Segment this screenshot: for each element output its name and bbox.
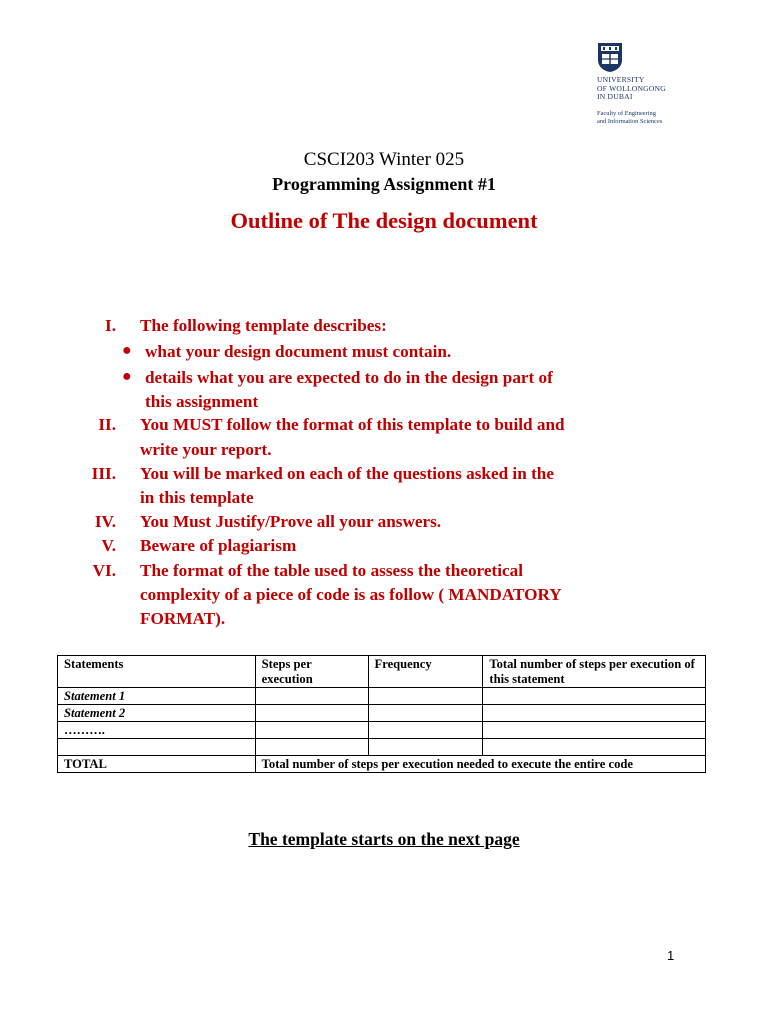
table-header-row [58, 656, 706, 688]
header-steps: Steps per execution [255, 656, 368, 688]
item-text-iii-b: in this template [140, 488, 254, 507]
table-total-row [58, 756, 706, 773]
item-number-vi: VI. [92, 561, 116, 580]
header-frequency: Frequency [368, 656, 483, 688]
table-cell [58, 739, 256, 756]
item-number-i: I. [105, 316, 116, 335]
table-cell [368, 688, 483, 705]
item-text-iii-a: You will be marked on each of the questions asked in the [140, 464, 554, 483]
table-cell [368, 705, 483, 722]
item-text-v: Beware of plagiarism [140, 536, 297, 555]
row-label: ………. [58, 722, 256, 739]
table-row [58, 705, 706, 722]
item-number-iv: IV. [94, 512, 116, 531]
bullet-text-1: what your design document must contain. [145, 342, 452, 361]
crest-icon [597, 42, 623, 73]
bullet-icon: ● [122, 342, 132, 359]
header-total: Total number of steps per execution of this statement [483, 656, 706, 688]
row-label: Statement 1 [58, 688, 256, 705]
table-row [58, 688, 706, 705]
item-text-vi-c: FORMAT). [140, 609, 226, 628]
table-cell [255, 722, 368, 739]
item-text-vi-b: complexity of a piece of code is as follow ( MANDATORY [140, 585, 562, 604]
table-cell [483, 739, 706, 756]
item-number-v: V. [101, 536, 116, 555]
table-cell [483, 722, 706, 739]
item-number-iii: III. [91, 464, 116, 483]
logo-line-2: OF WOLLONGONG [597, 83, 666, 93]
faculty-line-1: Faculty of Engineering [597, 109, 656, 117]
row-label: Statement 2 [58, 705, 256, 722]
bullet-icon: ● [122, 368, 132, 385]
item-text-vi-a: The format of the table used to assess the theoretical [140, 561, 524, 580]
item-number-ii: II. [98, 415, 116, 434]
table-cell [483, 688, 706, 705]
table-cell [368, 739, 483, 756]
header-statements: Statements [58, 656, 256, 688]
total-description: Total number of steps per execution needed to execute the entire code [255, 756, 705, 773]
next-page-note: The template starts on the next page [248, 829, 520, 849]
total-label: TOTAL [58, 756, 256, 773]
item-text-i: The following template describes: [140, 316, 387, 335]
logo-line-1: UNIVERSITY [597, 75, 645, 84]
document-title: Outline of The design document [230, 208, 538, 233]
item-text-ii-a: You MUST follow the format of this template to build and [140, 415, 565, 434]
university-logo [597, 42, 707, 126]
table-cell [368, 722, 483, 739]
complexity-table [57, 655, 706, 773]
table-row [58, 739, 706, 756]
item-text-iv: You Must Justify/Prove all your answers. [140, 512, 442, 531]
bullet-text-2a: details what you are expected to do in the design part of [145, 368, 553, 387]
table-cell [255, 739, 368, 756]
assignment-title: Programming Assignment #1 [272, 174, 496, 194]
table-row [58, 722, 706, 739]
faculty-line-2: and Information Sciences [597, 117, 663, 125]
table-cell [483, 705, 706, 722]
course-title: CSCI203 Winter 025 [303, 149, 465, 170]
table-cell [255, 688, 368, 705]
item-text-ii-b: write your report. [140, 440, 272, 459]
logo-line-3: IN DUBAI [597, 92, 633, 102]
bullet-text-2b: this assignment [145, 392, 259, 411]
table-cell [255, 705, 368, 722]
page-number: 1 [667, 948, 675, 963]
